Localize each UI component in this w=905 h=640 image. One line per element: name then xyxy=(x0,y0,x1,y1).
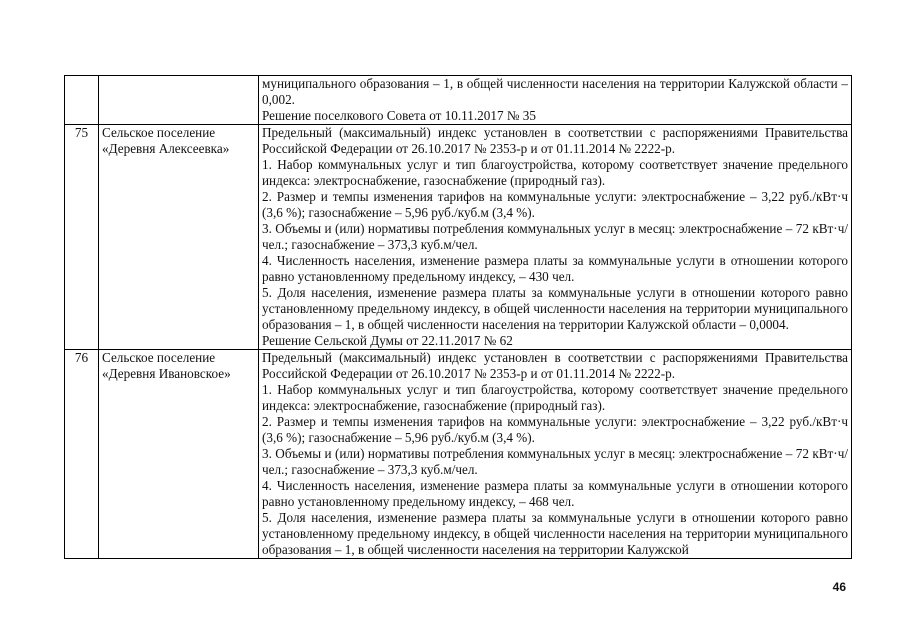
content-line: 1. Набор коммунальных услуг и тип благоустройства, которому соответствует значение предельного индекса: электроснабжение, газоснабжение (природный газ). xyxy=(262,382,848,413)
row-content-cell xyxy=(259,76,852,125)
row-number: 75 xyxy=(65,125,99,350)
content-line: 4. Численность населения, изменение размера платы за коммунальные услуги в отношении которого равно установленному предельному индексу, – 468 чел. xyxy=(262,478,848,509)
content-line: Решение поселкового Совета от 10.11.2017 № 35 xyxy=(262,108,536,123)
content-line: Предельный (максимальный) индекс установлен в соответствии с распоряжениями Правительства Российской Федерации от 26.10.2017 № 2353-р и от 01.11.2014 № 2222-р. xyxy=(262,350,848,381)
content-line: 5. Доля населения, изменение размера платы за коммунальные услуги в отношении которого равно установленному предельному индексу, в общей численности населения на территории муниципального образования – 1, в общей численности населения на территории Калужской области – 0,0004. xyxy=(262,285,848,332)
content-line: Предельный (максимальный) индекс установлен в соответствии с распоряжениями Правительства Российской Федерации от 26.10.2017 № 2353-р и от 01.11.2014 № 2222-р. xyxy=(262,125,848,156)
table-row-continuation xyxy=(65,76,852,125)
content-line: 5. Доля населения, изменение размера платы за коммунальные услуги в отношении которого равно установленному предельному индексу, в общей численности населения на территории муниципального образования – 1, в общей численности населения на территории Калужской xyxy=(262,510,848,557)
content-line: муниципального образования – 1, в общей численности населения на территории Калужской области – 0,002. xyxy=(262,76,848,107)
row-name-cell xyxy=(99,76,259,125)
content-line: 3. Объемы и (или) нормативы потребления коммунальных услуг в месяц: электроснабжение – 72 кВт·ч/чел.; газоснабжение – 373,3 куб.м/чел. xyxy=(262,446,848,477)
row-number-cell xyxy=(65,76,99,125)
row-number: 76 xyxy=(65,350,99,559)
row-content-cell xyxy=(259,350,852,559)
document-table xyxy=(64,75,852,559)
content-line: 4. Численность населения, изменение размера платы за коммунальные услуги в отношении которого равно установленному предельному индексу, – 430 чел. xyxy=(262,253,848,284)
content-line: 1. Набор коммунальных услуг и тип благоустройства, которому соответствует значение предельного индекса: электроснабжение, газоснабжение (природный газ). xyxy=(262,157,848,188)
content-line: 3. Объемы и (или) нормативы потребления коммунальных услуг в месяц: электроснабжение – 72 кВт·ч/чел.; газоснабжение – 373,3 куб.м/чел. xyxy=(262,221,848,252)
row-content-cell xyxy=(259,125,852,350)
content-line: Решение Сельской Думы от 22.11.2017 № 62 xyxy=(262,333,513,348)
settlement-name: Сельское поселение «Деревня Алексеевка» xyxy=(99,125,259,350)
page-number: 46 xyxy=(832,580,846,594)
content-line: 2. Размер и темпы изменения тарифов на коммунальные услуги: электроснабжение – 3,22 руб./кВт·ч (3,6 %); газоснабжение – 5,96 руб./куб.м (3,4 %). xyxy=(262,189,848,220)
content-line: 2. Размер и темпы изменения тарифов на коммунальные услуги: электроснабжение – 3,22 руб./кВт·ч (3,6 %); газоснабжение – 5,96 руб./куб.м (3,4 %). xyxy=(262,414,848,445)
settlement-name: Сельское поселение «Деревня Ивановское» xyxy=(99,350,259,559)
table-row-75 xyxy=(65,125,852,350)
table-row-76 xyxy=(65,350,852,559)
